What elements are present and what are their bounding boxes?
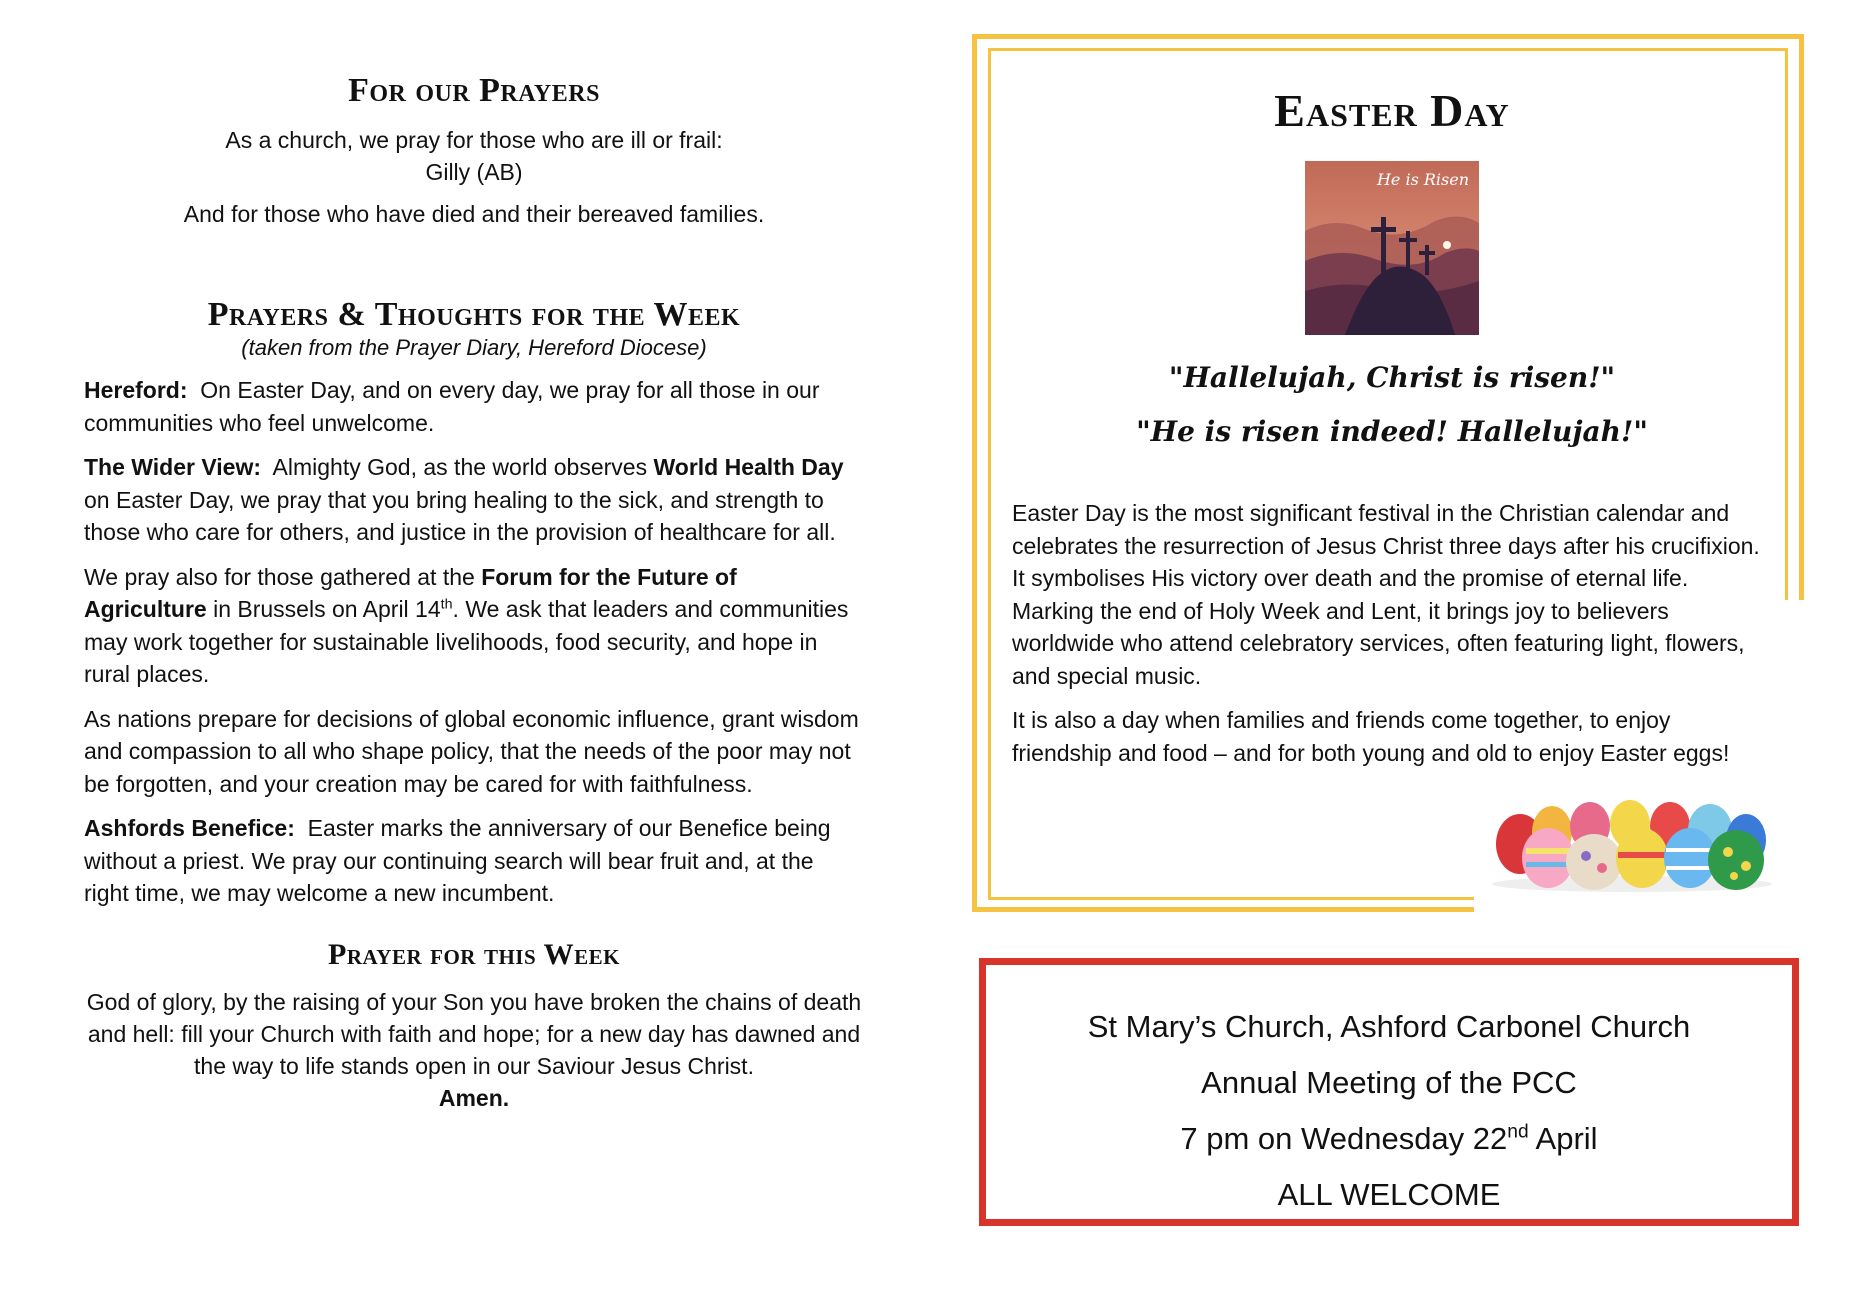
easter-eggs-image [1490, 796, 1774, 892]
meeting-title: Annual Meeting of the PCC [1201, 1065, 1577, 1100]
meeting-time-b: April [1528, 1121, 1598, 1156]
hereford-paragraph [84, 374, 864, 439]
meeting-time-a: 7 pm on Wednesday 22 [1180, 1121, 1508, 1156]
prayers-heading: For our Prayers [348, 72, 600, 109]
wider-text-1: Almighty God, as the world observes [272, 454, 648, 480]
forum-text-2: in Brussels on April 14 [213, 596, 441, 622]
wider-text-2: on Easter Day, we pray that you bring healing to the sick, and strength to those who care for others, and justice in the provision of healthcare for all. [84, 486, 836, 545]
quote-2: "He is risen indeed! Hallelujah!" [1136, 415, 1648, 448]
ill-names: Gilly (AB) [425, 159, 523, 185]
meeting-date-suffix: nd [1507, 1121, 1529, 1143]
meeting-welcome: ALL WELCOME [1277, 1177, 1501, 1212]
forum-text-3: . We ask that leaders and communities may work together for sustainable livelihoods, food security, and hope in rural places. [84, 596, 849, 687]
wider-view-paragraph [84, 451, 864, 549]
easter-paragraph-2: It is also a day when families and friends come together, to enjoy friendship and food – and for both young and old to enjoy Easter eggs! [1012, 707, 1730, 766]
quote-1: "Hallelujah, Christ is risen!" [1168, 361, 1616, 394]
forum-date-suffix: th [440, 596, 453, 613]
nations-paragraph: As nations prepare for decisions of global economic influence, grant wisdom and compassion to all who shape policy, that the needs of the poor may not be forgotten, and your creation may be cared for with faithfulness. [84, 705, 859, 797]
world-health-day: World Health Day [653, 454, 844, 480]
wider-label: The Wider View: [84, 454, 262, 480]
prayer-body: God of glory, by the raising of your Son you have broken the chains of death and hell: fill your Church with faith and hope; for a new day has dawned and the way to life stands open in our Saviour Jesus Christ. [86, 988, 862, 1079]
left-column [84, 72, 864, 1114]
forum-name: Forum for the Future of Agriculture [84, 563, 737, 622]
thoughts-heading: Prayers & Thoughts for the Week [207, 296, 741, 333]
ill-intro: As a church, we pray for those who are ill or frail: [225, 127, 723, 153]
amen: Amen. [438, 1084, 510, 1111]
meeting-time [986, 1111, 1792, 1167]
meeting-notice-box [979, 958, 1799, 1226]
easter-paragraph-1: Easter Day is the most significant festival in the Christian calendar and celebrates the resurrection of Jesus Christ three days after his crucifixion. It symbolises His victory over death and the promise of eternal life. Marking the end of Holy Week and Lent, it brings joy to believers worldwide who attend celebratory services, often featuring light, flowers, and special music. [1012, 500, 1760, 689]
image-caption: He is Risen [1376, 170, 1470, 189]
hereford-text: On Easter Day, and on every day, we pray for all those in our communities who feel unwelcome. [84, 377, 820, 436]
hereford-label: Hereford: [84, 377, 188, 403]
forum-paragraph [84, 561, 864, 691]
border-gap-right [1780, 600, 1820, 800]
thoughts-subtitle: (taken from the Prayer Diary, Hereford Diocese) [241, 335, 707, 360]
easter-quotes [1012, 351, 1772, 459]
bereaved-text: And for those who have died and their bereaved families. [183, 201, 765, 227]
prayer-week-text [84, 986, 864, 1114]
easter-heading: Easter Day [1274, 85, 1510, 136]
ashfords-label: Ashfords Benefice: [84, 815, 295, 841]
ashfords-paragraph [84, 812, 864, 910]
easter-content [1012, 84, 1772, 769]
forum-text-1: We pray also for those gathered at the [84, 563, 475, 590]
meeting-church: St Mary’s Church, Ashford Carbonel Church [1087, 1009, 1691, 1044]
prayer-week-heading: Prayer for this Week [328, 937, 620, 971]
ashfords-text: Easter marks the anniversary of our Benefice being without a priest. We pray our continuing search will bear fruit and, at the right time, we may welcome a new incumbent. [84, 815, 831, 906]
he-is-risen-image [1305, 161, 1479, 335]
